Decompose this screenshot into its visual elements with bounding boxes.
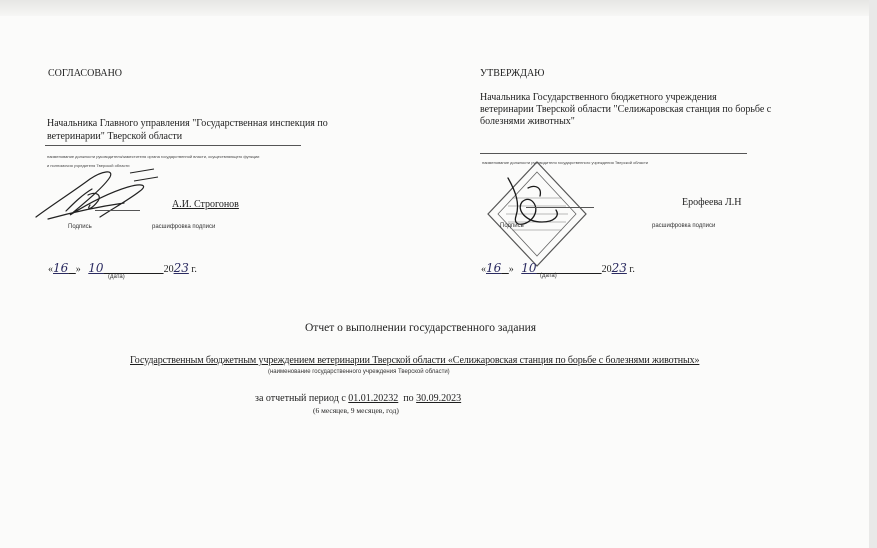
right-date-year: 23 [611, 261, 627, 275]
report-institution: Государственным бюджетным учреждением ветеринарии Тверской области «Селижаровская станция по борьбе с болезнями животных» [130, 355, 700, 366]
left-date-row: «16 » 10 2023 г. [48, 261, 197, 275]
left-signature-image [30, 165, 160, 225]
right-org-rule [480, 153, 747, 154]
left-heading: СОГЛАСОВАНО [48, 68, 123, 79]
right-date-caption: (дата) [540, 273, 557, 279]
left-date-year: 23 [173, 261, 189, 275]
report-period-to: 30.09.2023 [416, 393, 462, 404]
report-period: за отчетный период с 01.01.20232 по 30.09.2023 [255, 393, 462, 404]
scan-right-border [869, 0, 877, 548]
left-signer-name: А.И. Строгонов [172, 199, 239, 210]
left-position-caption-line1: наименование должности руководителя/заместителя органа государственной власти, осуществляющего функции [47, 154, 260, 159]
right-decode-caption: расшифровка подписи [652, 223, 716, 229]
left-signature-rule [95, 210, 140, 211]
scan-top-border [0, 0, 877, 16]
left-decode-caption: расшифровка подписи [152, 224, 216, 230]
right-date-row: «16 » 10 2023 г. [481, 261, 635, 275]
right-date-month: 10 [521, 261, 537, 275]
left-position-line1: Начальника Главного управления "Государственная инспекция по [47, 118, 328, 129]
left-position-caption-line2: и полномочия учредителя Тверской области [47, 163, 130, 168]
right-signature-caption: Подпись [500, 223, 524, 229]
right-org-line3: болезнями животных" [480, 116, 575, 127]
left-date-month: 10 [88, 261, 104, 275]
right-org-line1: Начальника Государственного бюджетного учреждения [480, 92, 717, 103]
left-date-day: 16 [53, 261, 69, 275]
right-signature-rule [526, 207, 594, 208]
left-position-line2: ветеринарии" Тверской области [47, 131, 183, 142]
right-date-day: 16 [486, 261, 502, 275]
left-signature-caption: Подпись [68, 224, 92, 230]
right-heading: УТВЕРЖДАЮ [480, 68, 545, 79]
right-org-caption: наименование должности руководителя государственного учреждения Тверской области [482, 160, 649, 165]
left-date-caption: (дата) [108, 274, 125, 280]
right-org-line2: ветеринарии Тверской области "Селижаровская станция по борьбе с [480, 104, 772, 115]
report-title: Отчет о выполнении государственного задания [305, 322, 537, 334]
report-period-from: 01.01.20232 [348, 393, 399, 404]
right-signer-name: Ерофеева Л.Н [682, 197, 742, 208]
report-institution-caption: (наименование государственного учреждения Тверской области) [268, 369, 450, 375]
left-position-rule [45, 145, 301, 146]
report-period-caption: (6 месяцев, 9 месяцев, год) [313, 406, 399, 415]
right-stamp-image [482, 158, 592, 270]
